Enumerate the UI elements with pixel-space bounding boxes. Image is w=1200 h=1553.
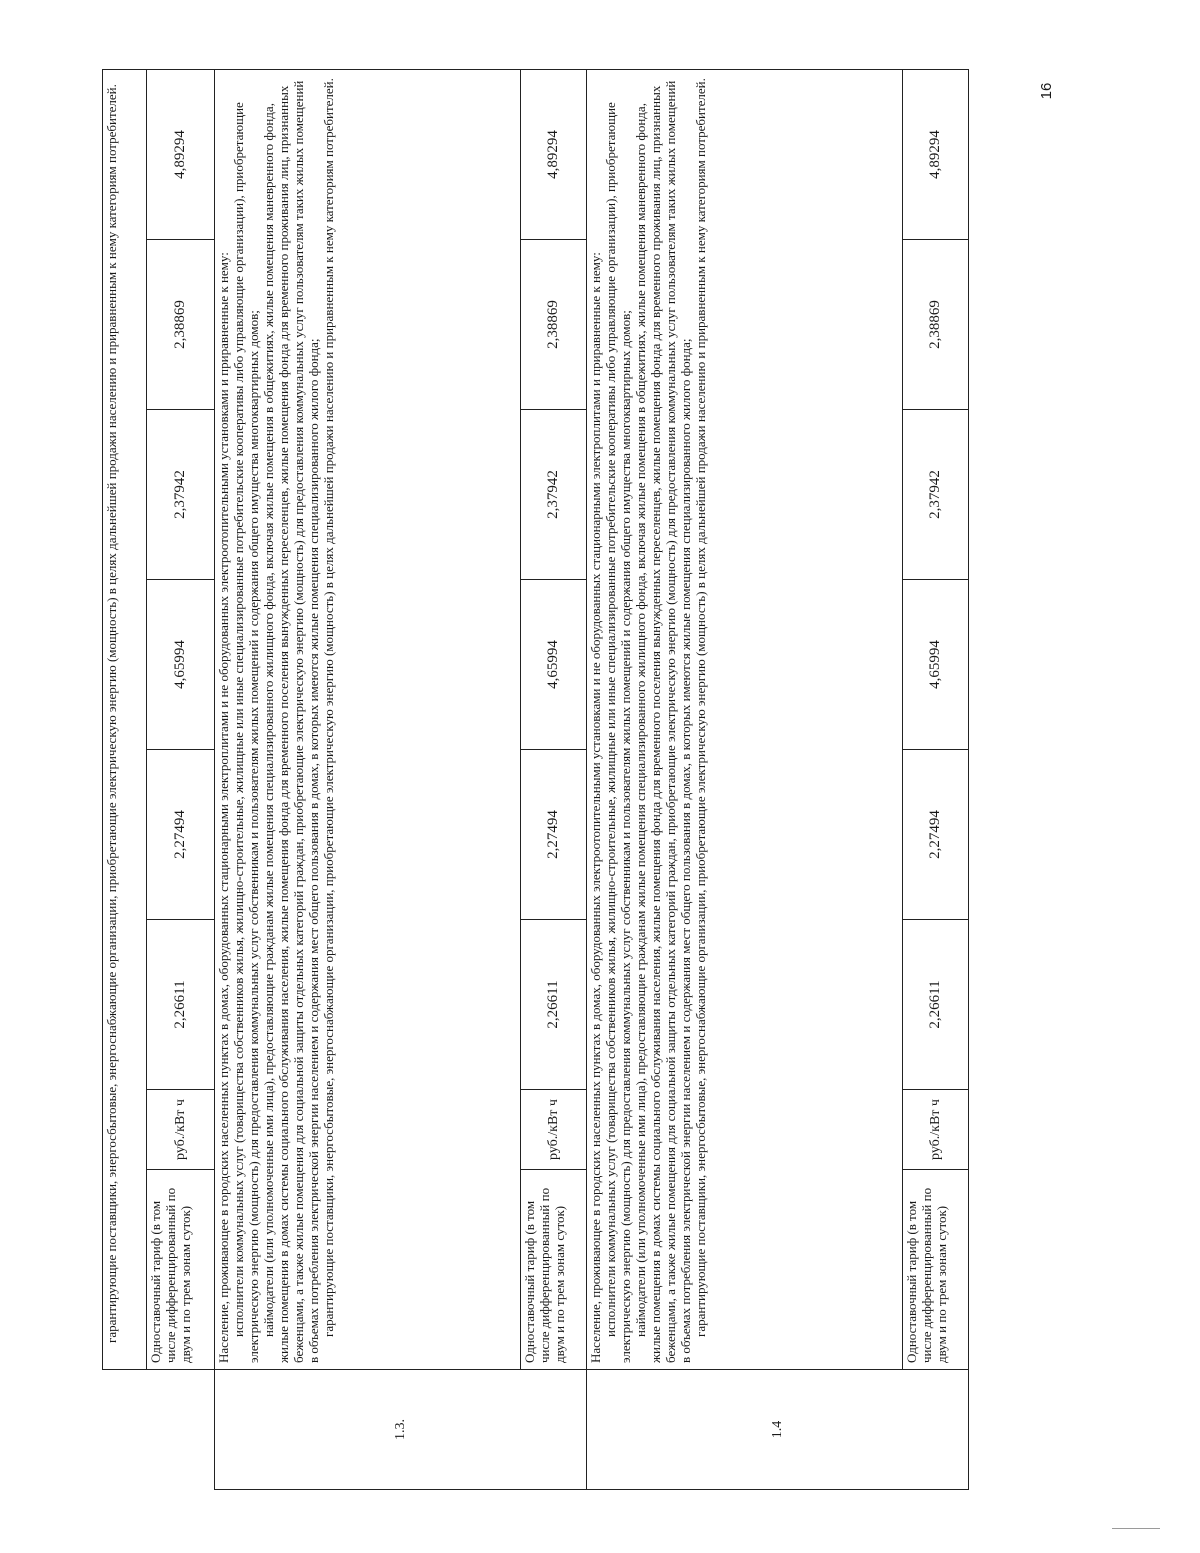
tariff-value: 4,89294 [903, 70, 969, 240]
section-text-row [215, 70, 521, 1490]
section-paragraph: Население, проживающее в городских населенных пунктах в домах, оборудованных стационарными электроплитами и не оборудованных электроотопительными установками и приравненные к нему: [216, 252, 231, 1363]
continuation-text-row [103, 70, 147, 1490]
tariff-value: 4,89294 [147, 70, 215, 240]
unit-cell: руб./кВт ч [521, 1090, 587, 1170]
tariff-value: 2,37942 [521, 410, 587, 580]
tariff-label: Одноставочный тариф (в том числе дифференцированный по двум и по трем зонам суток) [903, 1170, 969, 1370]
continuation-text: гарантирующие поставщики, энергосбытовые, энергоснабжающие организации, приобретающие электрическую энергию (мощность) в целях дальнейшей продажи населению и приравненным к нему категориям потребителей. [103, 70, 147, 1370]
continuation-tariff-row [147, 70, 215, 1490]
tariff-label: Одноставочный тариф (в том числе дифференцированный по двум и по трем зонам суток) [521, 1170, 587, 1370]
tariff-value: 2,38869 [903, 240, 969, 410]
tariff-value: 2,38869 [521, 240, 587, 410]
tariff-value: 2,27494 [147, 750, 215, 920]
section-description [587, 70, 903, 1370]
section-index: 1.3. [215, 1370, 587, 1490]
scan-edge-mark [1112, 1528, 1160, 1529]
section-paragraph: исполнители коммунальных услуг (товарищества собственников жилья, жилищно-строительные, жилищные или иные специализированные потребительские кооперативы либо управляющие организации), приобретающие электрическую энергию (мощность) для предоставления коммунальных услуг собственникам и пользователям жилых помещений и содержания общего имущества многоквартирных домов; [231, 102, 261, 1363]
section-index: 1.4 [587, 1370, 969, 1490]
tariff-value: 2,26611 [521, 920, 587, 1090]
rotated-table-sheet [102, 70, 980, 1490]
tariff-value: 2,37942 [147, 410, 215, 580]
section-paragraph: наймодатели (или уполномоченные ими лица), предоставляющие гражданам жилые помещения специализированного жилищного фонда, включая жилые помещения в общежитиях, жилые помещения маневренного фонда, жилые помещения в домах системы социального обслуживания населения, жилые помещения фонда для временного поселения вынужденных переселенцев, жилые помещения фонда для временного проживания лиц, признанных беженцами, а также жилые помещения для социальной защиты отдельных категорий граждан, приобретающие электрическую энергию (мощность) для предоставления коммунальных услуг пользователям таких жилых помещений в объемах потребления электрической энергии населением и содержания мест общего пользования в домах, в которых имеются жилые помещения специализированного жилого фонда; [633, 80, 693, 1363]
section-paragraph: наймодатели (или уполномоченные ими лица), предоставляющие гражданам жилые помещения специализированного жилищного фонда, включая жилые помещения в общежитиях, жилые помещения маневренного фонда, жилые помещения в домах системы социального обслуживания населения, жилые помещения фонда для временного поселения вынужденных переселенцев, жилые помещения фонда для временного проживания лиц, признанных беженцами, а также жилые помещения для социальной защиты отдельных категорий граждан, приобретающие электрическую энергию (мощность) для предоставления коммунальных услуг пользователям таких жилых помещений в объемах потребления электрической энергии населением и содержания мест общего пользования в домах, в которых имеются жилые помещения специализированного жилого фонда; [261, 80, 321, 1363]
section-tariff-row [521, 70, 587, 1490]
continuation-index-cell [103, 1370, 147, 1490]
tariff-value: 2,26611 [147, 920, 215, 1090]
tariff-table [102, 69, 969, 1490]
tariff-value: 2,38869 [147, 240, 215, 410]
section-tariff-row [903, 70, 969, 1490]
continuation-index-cell [147, 1370, 215, 1490]
section-paragraph: гарантирующие поставщики, энергосбытовые, энергоснабжающие организации, приобретающие электрическую энергию (мощность) в целях дальнейшей продажи населению и приравненным к нему категориям потребителей. [693, 78, 708, 1337]
section-paragraph: исполнители коммунальных услуг (товарищества собственников жилья, жилищно-строительные, жилищные или иные специализированные потребительские кооперативы либо управляющие организации), приобретающие электрическую энергию (мощность) для предоставления коммунальных услуг собственникам и пользователям жилых помещений и содержания общего имущества многоквартирных домов; [603, 102, 633, 1363]
section-paragraph: гарантирующие поставщики, энергосбытовые, энергоснабжающие организации, приобретающие электрическую энергию (мощность) в целях дальнейшей продажи населению и приравненным к нему категориям потребителей. [321, 78, 336, 1337]
tariff-value: 4,89294 [521, 70, 587, 240]
tariff-value: 2,26611 [903, 920, 969, 1090]
tariff-value: 2,27494 [521, 750, 587, 920]
tariff-value: 4,65994 [903, 580, 969, 750]
page-number: 16 [1038, 82, 1055, 100]
unit-cell: руб./кВт ч [903, 1090, 969, 1170]
section-description [215, 70, 521, 1370]
tariff-value: 2,37942 [903, 410, 969, 580]
tariff-label: Одноставочный тариф (в том числе дифференцированный по двум и по трем зонам суток) [147, 1170, 215, 1370]
tariff-value: 2,27494 [903, 750, 969, 920]
section-paragraph: Население, проживающее в городских населенных пунктах в домах, оборудованных электроотопительными установками и не оборудованных стационарными электроплитами и приравненные к нему: [588, 252, 603, 1363]
unit-cell: руб./кВт ч [147, 1090, 215, 1170]
section-text-row [587, 70, 903, 1490]
tariff-value: 4,65994 [521, 580, 587, 750]
tariff-value: 4,65994 [147, 580, 215, 750]
